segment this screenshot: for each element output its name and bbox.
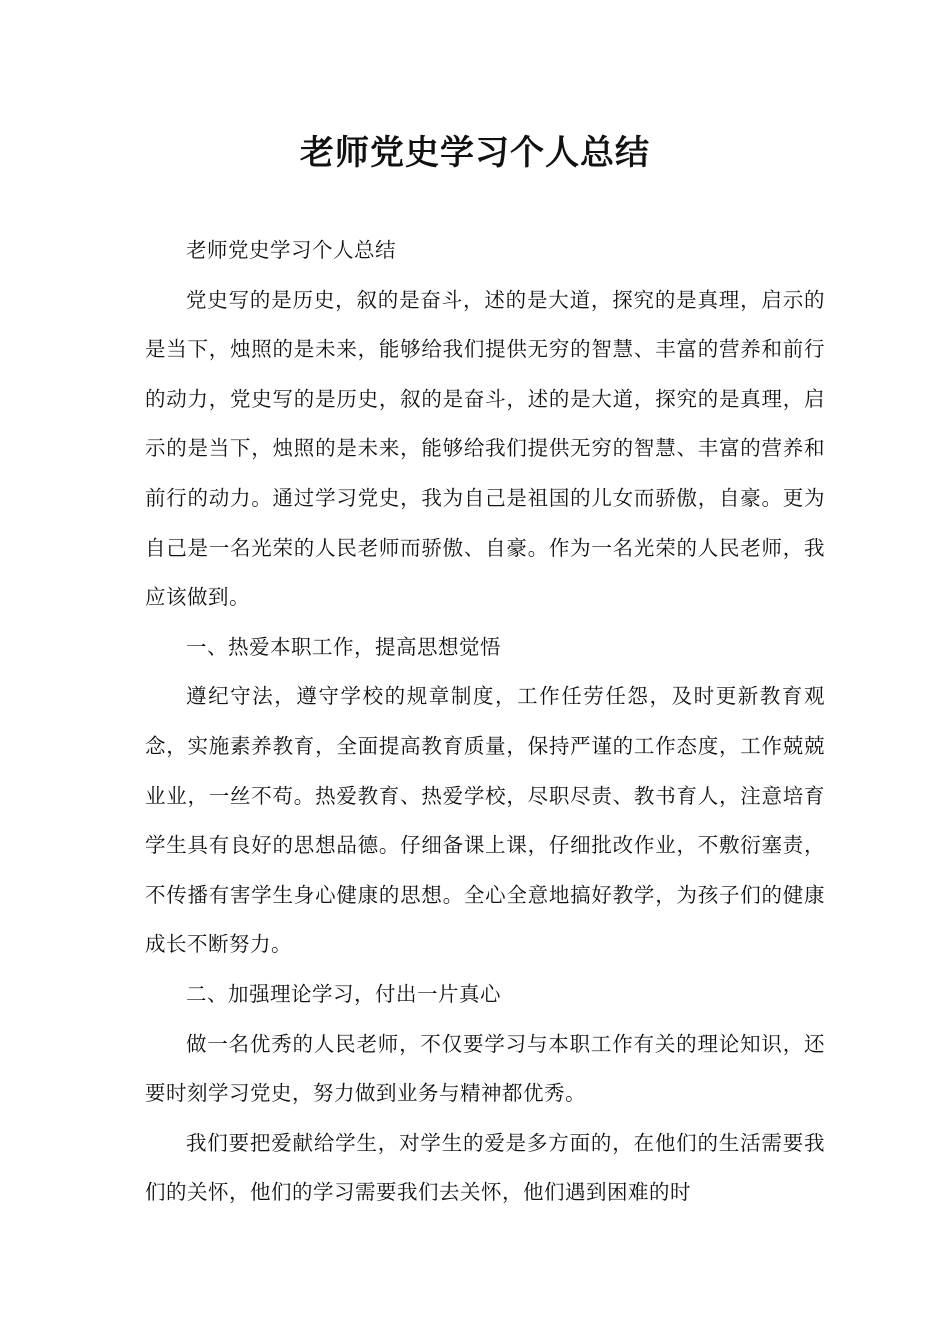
paragraph-subtitle: 老师党史学习个人总结 (186, 238, 396, 262)
paragraph-section-1: 遵纪守法，遵守学校的规章制度，工作任劳任怨，及时更新教育观念，实施素养教育，全面提高教育质量，保持严谨的工作态度，工作兢兢业业，一丝不苟。热爱教育、热爱学校，尽职尽责、教书育人，注意培育学生具有良好的思想品德。仔细备课上课，仔细批改作业，不敷衍塞责，不传播有害学生身心健康的思想。全心全意地搞好教学，为孩子们的健康成长不断努力。 (145, 684, 825, 957)
document-title: 老师党史学习个人总结 (300, 133, 650, 173)
paragraph-section-2a: 做一名优秀的人民老师，不仅要学习与本职工作有关的理论知识，还要时刻学习党史，努力做到业务与精神都优秀。 (145, 1031, 825, 1106)
section-heading-2: 二、加强理论学习，付出一片真心 (186, 981, 501, 1006)
section-heading-1: 一、热爱本职工作，提高思想觉悟 (186, 634, 501, 659)
paragraph-intro: 党史写的是历史，叙的是奋斗，述的是大道，探究的是真理，启示的是当下，烛照的是未来，能够给我们提供无穷的智慧、丰富的营养和前行的动力，党史写的是历史，叙的是奋斗，述的是大道，探究的是真理，启示的是当下，烛照的是未来，能够给我们提供无穷的智慧、丰富的营养和前行的动力。通过学习党史，我为自己是祖国的儿女而骄傲，自豪。更为自己是一名光荣的人民老师而骄傲、自豪。作为一名光荣的人民老师，我应该做到。 (145, 287, 825, 610)
paragraph-section-2b: 我们要把爱献给学生，对学生的爱是多方面的，在他们的生活需要我们的关怀，他们的学习需要我们去关怀，他们遇到困难的时 (145, 1130, 825, 1205)
document-body (145, 226, 825, 1218)
